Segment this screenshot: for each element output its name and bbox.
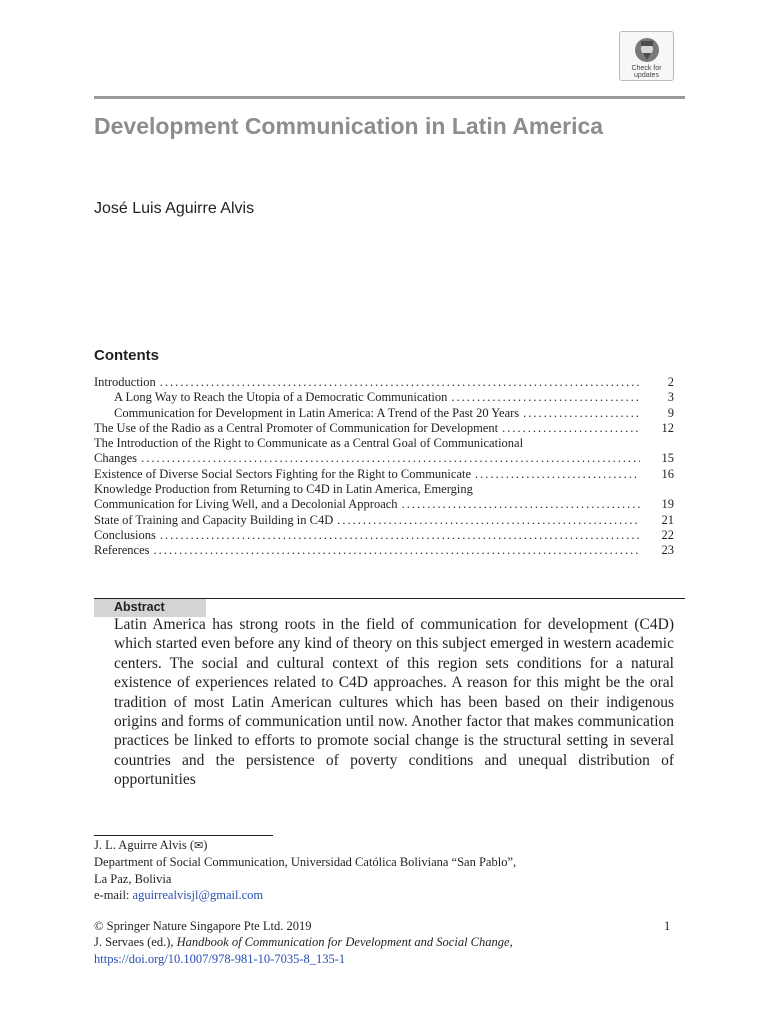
toc-entry-text: The Introduction of the Right to Communicate as a Central Goal of Communicational	[94, 436, 524, 451]
footnote-location: La Paz, Bolivia	[94, 871, 172, 886]
chapter-title: Development Communication in Latin America	[94, 113, 604, 139]
toc-entry-text: Communication for Living Well, and a Decolonial Approach	[94, 497, 398, 512]
toc-entry[interactable]	[94, 451, 674, 466]
toc-entry[interactable]	[94, 543, 674, 558]
toc-entry[interactable]	[94, 467, 674, 482]
footnote-author-close: )	[203, 838, 208, 852]
toc-entry-page: 2	[667, 375, 674, 389]
toc-entry-text: A Long Way to Reach the Utopia of a Democratic Communication	[114, 390, 448, 405]
doi-link[interactable]: https://doi.org/10.1007/978-981-10-7035-8_135-1	[94, 951, 346, 966]
toc-leader	[523, 406, 640, 421]
check-for-updates-icon	[633, 36, 661, 64]
envelope-icon[interactable]: ✉	[194, 840, 204, 852]
table-of-contents	[94, 375, 674, 559]
toc-leader	[141, 451, 640, 466]
header-rule	[94, 96, 685, 99]
publication-info	[94, 918, 674, 967]
citation-suffix: ,	[509, 935, 513, 950]
footnote-email-label: e-mail:	[94, 888, 133, 903]
toc-entry-page: 15	[661, 451, 674, 466]
check-for-updates-label: Check for updates	[631, 65, 662, 79]
citation-editor: J. Servaes (ed.),	[94, 935, 177, 950]
citation-line	[94, 934, 674, 950]
toc-entry-page: 16	[661, 466, 674, 481]
toc-entry[interactable]	[94, 436, 674, 451]
toc-entry[interactable]	[94, 375, 674, 390]
toc-entry[interactable]	[94, 482, 674, 497]
page-number: 1	[664, 919, 671, 933]
toc-entry[interactable]	[94, 528, 674, 543]
contents-heading: Contents	[94, 347, 159, 364]
toc-leader	[402, 497, 640, 512]
toc-entry-text: Conclusions	[94, 527, 156, 542]
footnote-rule	[94, 835, 273, 836]
toc-entry-text: Knowledge Production from Returning to C4D in Latin America, Emerging	[94, 482, 473, 497]
footnote-author: J. L. Aguirre Alvis (	[94, 838, 194, 852]
abstract-label: Abstract	[94, 599, 206, 617]
toc-leader	[160, 375, 640, 390]
toc-entry[interactable]	[94, 406, 674, 421]
toc-entry-text: Existence of Diverse Social Sectors Fighting for the Right to Communicate	[94, 466, 472, 481]
toc-entry-text: The Use of the Radio as a Central Promoter of Communication for Development	[94, 420, 499, 435]
citation-book: Handbook of Communication for Development and Social Change	[176, 935, 510, 950]
toc-entry-page: 22	[661, 527, 674, 542]
toc-entry-page: 23	[661, 543, 674, 558]
toc-leader	[337, 513, 640, 528]
footnote-author-line	[94, 837, 674, 854]
toc-leader	[154, 543, 640, 558]
toc-entry-page: 3	[667, 390, 674, 405]
toc-entry[interactable]	[94, 513, 674, 528]
toc-entry-text: State of Training and Capacity Building in C4D	[94, 512, 334, 527]
toc-leader	[502, 421, 640, 436]
author-footnote	[94, 837, 674, 904]
abstract-text: Latin America has strong roots in the field of communication for development (C4D) which started even before any kind of theory on this subject emerged in western academic centers. The social and cultural context of this region sets conditions for a natural existence of experiences related to C4D approaches. A reason for this might be the oral tradition of most Latin American cultures which has been based on their indigenous origins and forms of communication until now. Another factor that makes communication practices be linked to efforts to promote social change is the structural setting in several countries and the persistence of poverty conditions and unequal distribution of opportunities	[114, 616, 674, 789]
toc-entry-page: 21	[661, 512, 674, 527]
toc-entry-text: Introduction	[94, 375, 156, 389]
toc-entry-page: 19	[661, 497, 674, 512]
toc-entry-text: Changes	[94, 451, 138, 466]
toc-entry[interactable]	[94, 421, 674, 436]
toc-entry-page: 9	[667, 405, 674, 420]
footnote-affiliation: Department of Social Communication, Universidad Católica Boliviana “San Pablo”,	[94, 855, 517, 870]
toc-leader	[475, 467, 640, 482]
footnote-email-line	[94, 887, 674, 903]
toc-leader	[160, 528, 640, 543]
check-for-updates-badge[interactable]	[619, 31, 674, 81]
toc-entry[interactable]	[94, 390, 674, 405]
email-link[interactable]: aguirrealvisjl@gmail.com	[132, 888, 264, 903]
toc-entry-page: 12	[661, 420, 674, 435]
author-name: José Luis Aguirre Alvis	[94, 200, 255, 217]
toc-entry-text: Communication for Development in Latin America: A Trend of the Past 20 Years	[114, 405, 520, 420]
toc-entry-text: References	[94, 543, 150, 558]
copyright-line: © Springer Nature Singapore Pte Ltd. 2019	[94, 919, 312, 933]
toc-leader	[451, 390, 640, 405]
toc-entry[interactable]	[94, 497, 674, 512]
